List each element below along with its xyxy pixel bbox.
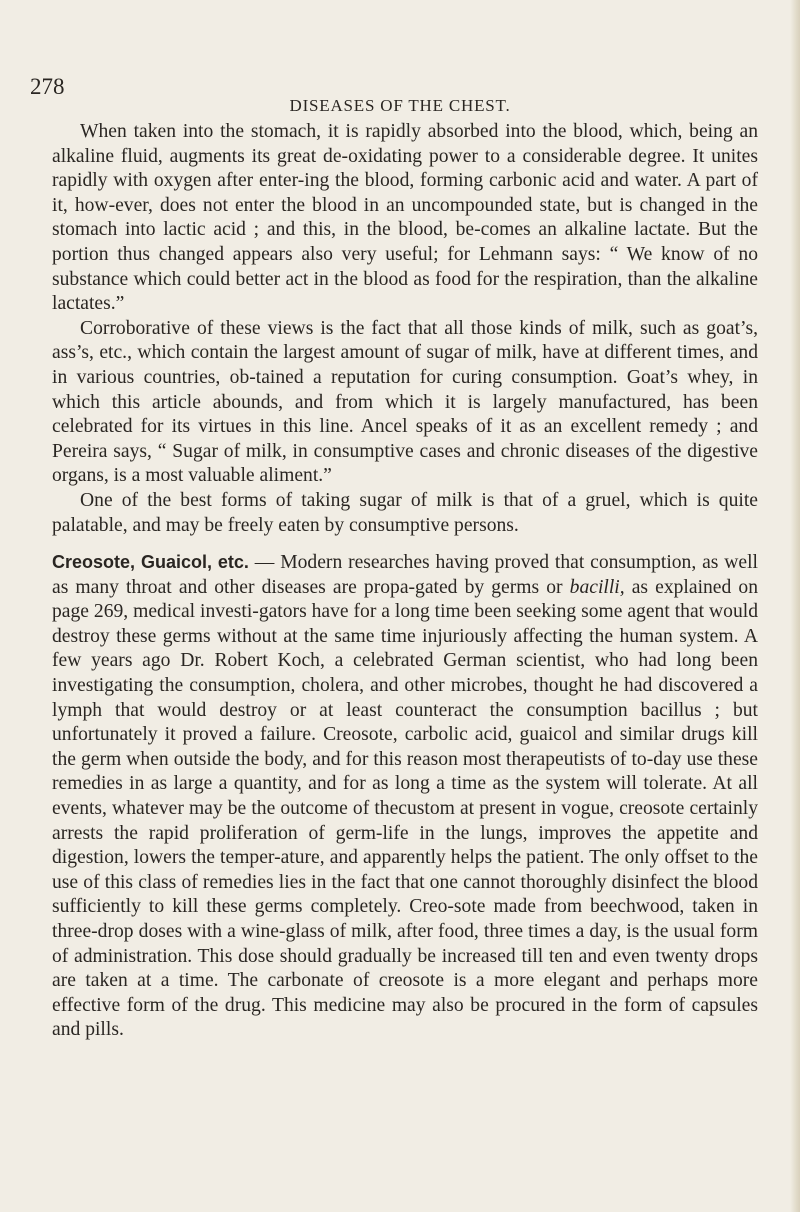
page-edge xyxy=(790,0,800,1212)
section-heading-creosote: Creosote, Guaicol, etc. xyxy=(52,552,249,573)
body-text xyxy=(52,120,758,1043)
paragraph-milk-sugar: Corroborative of these views is the fact that all those kinds of milk, such as goat’s, ass’s, etc., which contain the largest amount of sugar of milk, have at different times, and in various countries, ob-tained a reputation for curing consumption. Goat’s whey, in which this article abounds, and from which it is largely manufactured, has been celebrated for its virtues in this line. Ancel speaks of it as an excellent remedy ; and Pereira says, “ Sugar of milk, in consumptive cases and chronic diseases of the digestive organs, is a most valuable aliment.” xyxy=(52,317,758,487)
creosote-text-a: — Modern researches having proved that consumption, as well as many throat and other diseases are propa-gated by germs or xyxy=(52,552,758,598)
creosote-text-italic: bacilli, xyxy=(569,576,625,598)
running-title: DISEASES OF THE CHEST. xyxy=(289,96,511,115)
paragraph-creosote xyxy=(52,550,758,1043)
paragraph-gruel: One of the best forms of taking sugar of milk is that of a gruel, which is quite palatable, and may be freely eaten by consumptive persons. xyxy=(52,489,758,536)
paragraph-lactates: When taken into the stomach, it is rapidly absorbed into the blood, which, being an alkaline fluid, augments its great de-oxidating power to a considerable degree. It unites rapidly with oxygen after enter-ing the blood, forming carbonic acid and water. A part of it, how-ever, does not enter the blood in an uncompounded state, but is changed in the stomach into lactic acid ; and this, in the blood, be-comes an alkaline lactate. But the portion thus changed appears also very useful; for Lehmann says: “ We know of no substance which could better act in the blood as food for the respiration, than the alkaline lactates.” xyxy=(52,121,758,315)
creosote-text-b: as explained on page 269, medical investi-gators have for a long time been seeking some agent that would destroy these germs without at the same time injuriously affecting the human system. A few years ago Dr. Robert Koch, a celebrated German scientist, who had long been investigating the consumption, cholera, and other microbes, thought he had discovered a lymph that would destroy or at least counteract the consumption bacillus ; but unfortunately it proved a failure. Creosote, carbolic acid, guaicol and similar drugs kill the germ when outside the body, and for this reason most therapeutists of to-day use these remedies in as large a quantity, and for as long a time as the system will tolerate. At all events, whatever may be the outcome of thecustom at present in vogue, creosote certainly arrests the rapid proliferation of germ-life in the lungs, improves the appetite and digestion, lowers the temper-ature, and apparently helps the patient. The only offset to the use of this class of remedies lies in the fact that one cannot thoroughly disinfect the blood sufficiently to kill these germs completely. Creo-sote made from beechwood, taken in three-drop doses with a wine-glass of milk, after food, three times a day, is the usual form of administration. This dose should gradually be increased till ten and even twenty drops are taken at a time. The carbonate of creosote is a more elegant and perhaps more effective form of the drug. This medicine may also be procured in the form of capsules and pills. xyxy=(52,576,758,1041)
page-number: 278 xyxy=(30,74,65,99)
